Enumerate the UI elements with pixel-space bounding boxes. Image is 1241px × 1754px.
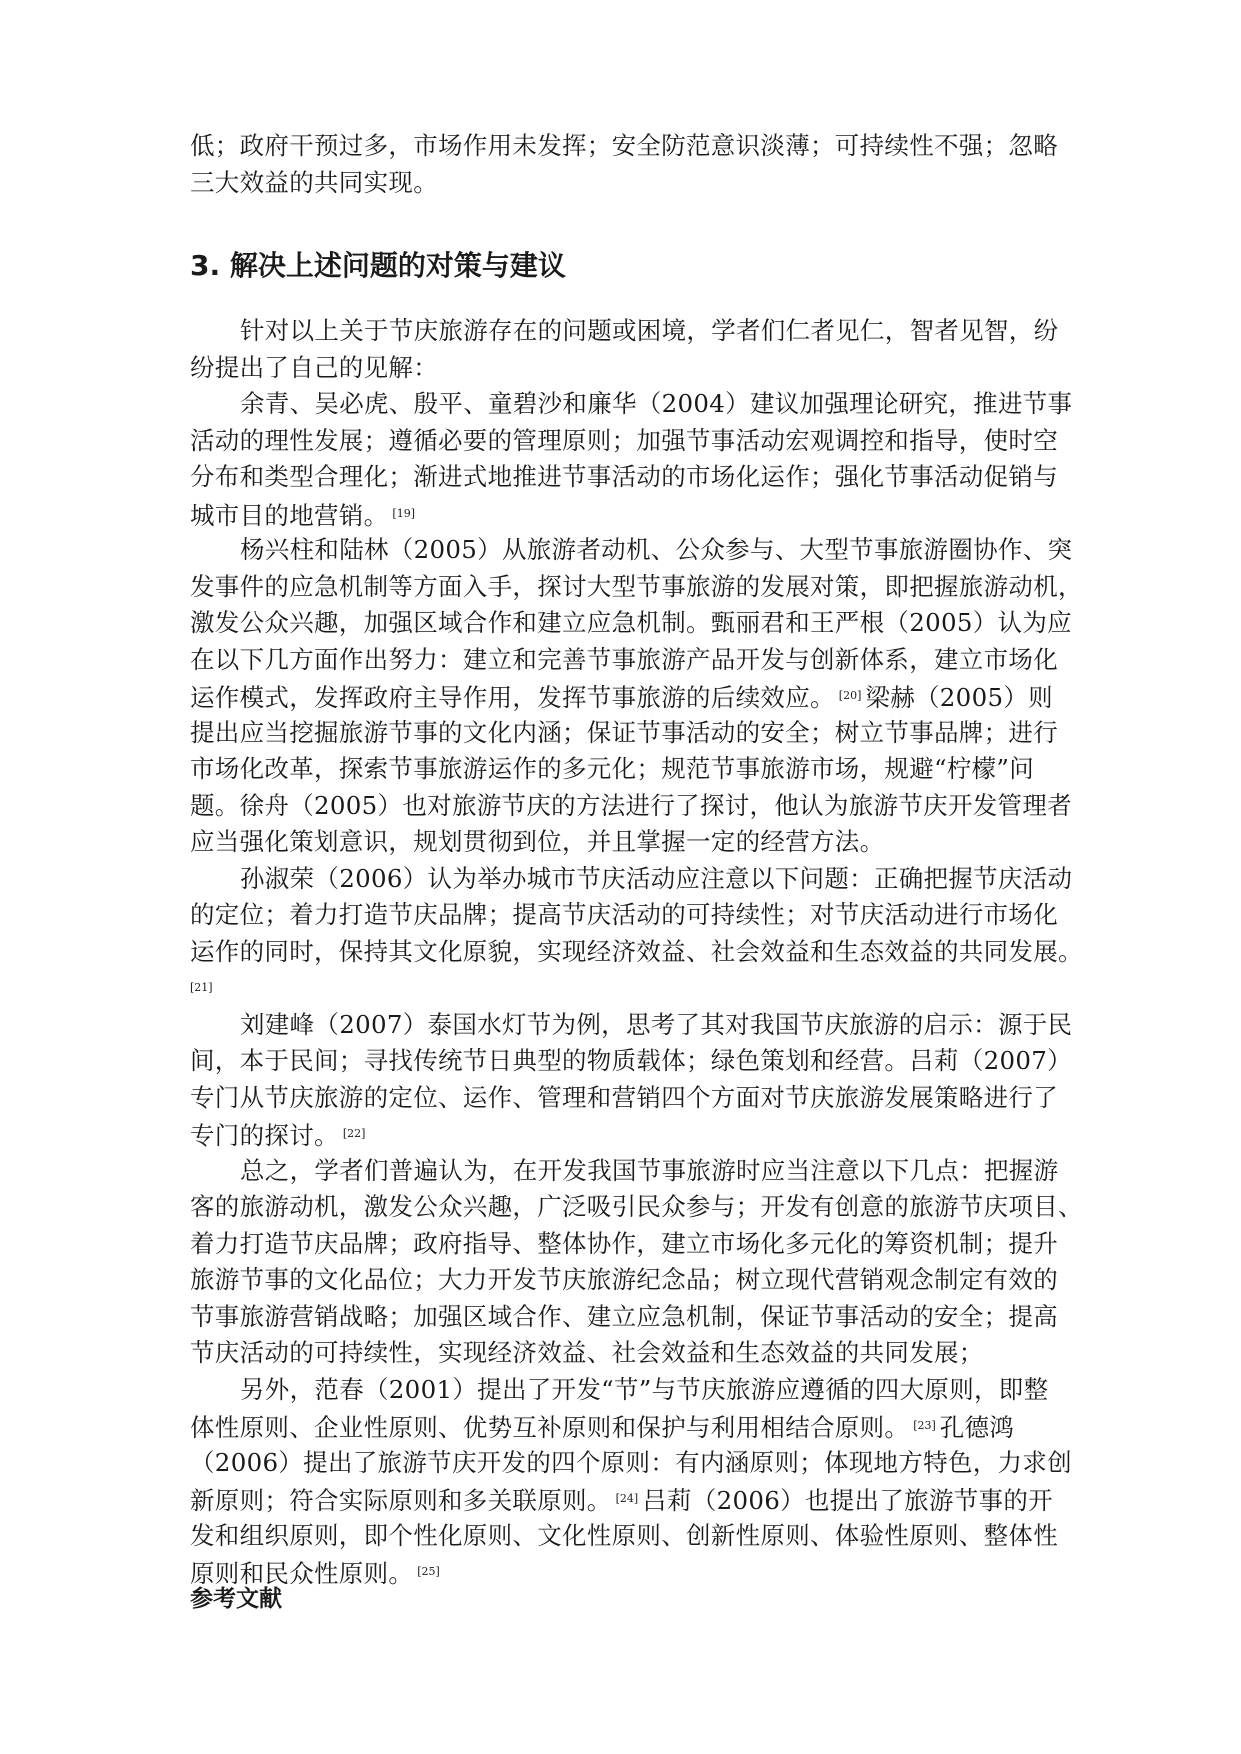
text-line: 三大效益的共同实现。 — [190, 167, 438, 197]
citation-marker: [21] — [190, 981, 213, 994]
citation-marker: [24] — [615, 1492, 639, 1505]
paragraph-line: 刘建峰（2007）泰国水灯节为例，思考了其对我国节庆旅游的启示：源于民 — [240, 1009, 1073, 1039]
paragraph-line: 题。徐舟（2005）也对旅游节庆的方法进行了探讨，他认为旅游节庆开发管理者 — [190, 790, 1072, 820]
paragraph-line: 专门从节庆旅游的定位、运作、管理和营销四个方面对节庆旅游发展策略进行了 — [190, 1082, 1058, 1112]
paragraph-line: 提出应当挖掘旅游节事的文化内涵；保证节事活动的安全；树立节事品牌；进行 — [190, 717, 1058, 747]
line-text: 孔德鸿 — [939, 1413, 1015, 1442]
paragraph-line: 另外，范春（2001）提出了开发“节”与节庆旅游应遵循的四大原则，即整 — [240, 1374, 1049, 1404]
line-text: 原则和民众性原则。 — [190, 1559, 414, 1588]
line-text: 运作模式，发挥政府主导作用，发挥节事旅游的后续效应。 — [190, 683, 835, 712]
paragraph-line — [190, 970, 1070, 1007]
paragraph-line: 客的旅游动机，激发公众兴趣，广泛吸引民众参与；开发有创意的旅游节庆项目、 — [190, 1192, 1083, 1221]
paragraph-line: 间，本于民间；寻找传统节日典型的物质载体；绿色策划和经营。吕莉（2007） — [190, 1046, 1072, 1075]
citation-marker: [23] — [913, 1419, 936, 1432]
paragraph-line: 针对以上关于节庆旅游存在的问题或困境，学者们仁者见仁，智者见智，纷 — [240, 316, 1059, 345]
references-heading: 参考文献 — [190, 1586, 282, 1612]
line-text: 体性原则、企业性原则、优势互补原则和保护与利用相结合原则。 — [190, 1413, 910, 1442]
paragraph-line: 孙淑荣（2006）认为举办城市节庆活动应注意以下问题：正确把握节庆活动 — [240, 863, 1073, 893]
paragraph-line: 运作的同时，保持其文化原貌，实现经济效益、社会效益和生态效益的共同发展。 — [190, 936, 1083, 966]
line-text: 城市目的地营销。 — [190, 500, 389, 530]
paragraph-line — [190, 1481, 1070, 1518]
paragraph-line — [190, 678, 1070, 715]
line-text: 梁赫（2005）则 — [865, 683, 1053, 712]
line-text: 专门的探讨。 — [190, 1121, 339, 1150]
paragraph-line: （2006）提出了旅游节庆开发的四个原则：有内涵原则；体现地方特色，力求创 — [190, 1447, 1072, 1477]
intro-paragraph — [190, 128, 1070, 201]
paragraph-line: 节庆活动的可持续性，实现经济效益、社会效益和生态效益的共同发展； — [190, 1338, 984, 1367]
paragraph-line: 纷提出了自己的见解： — [190, 352, 438, 382]
body-text — [190, 313, 1083, 1591]
line-text: 吕莉（2006）也提出了旅游节事的开 — [642, 1486, 1053, 1515]
citation-marker: [22] — [342, 1127, 366, 1140]
paragraph-line: 市场化改革，探索节事旅游运作的多元化；规范节事旅游市场，规避“柠檬”问 — [190, 754, 1035, 783]
paragraph-line — [190, 1116, 1070, 1153]
paragraph-line: 发和组织原则，即个性化原则、文化性原则、创新性原则、体验性原则、整体性 — [190, 1520, 1058, 1550]
paragraph-line: 发事件的应急机制等方面入手，探讨大型节事旅游的发展对策，即把握旅游动机， — [190, 571, 1083, 601]
paragraph-line: 余青、吴必虎、殷平、童碧沙和廉华（2004）建议加强理论研究，推进节事 — [240, 389, 1073, 418]
paragraph-line: 分布和类型合理化；渐进式地推进节事活动的市场化运作；强化节事活动促销与 — [190, 462, 1058, 491]
paragraph-line — [190, 1554, 1070, 1591]
paragraph-line: 着力打造节庆品牌；政府指导、整体协作，建立市场化多元化的筹资机制；提升 — [190, 1228, 1058, 1258]
text-line: 低；政府干预过多，市场作用未发挥；安全防范意识淡薄；可持续性不强；忽略 — [190, 131, 1058, 160]
paragraph-line — [190, 1408, 1070, 1445]
paragraph-line: 旅游节事的文化品位；大力开发节庆旅游纪念品；树立现代营销观念制定有效的 — [190, 1265, 1058, 1294]
paragraph-line: 总之，学者们普遍认为，在开发我国节事旅游时应当注意以下几点：把握游 — [240, 1155, 1059, 1185]
line-text: 新原则；符合实际原则和多关联原则。 — [190, 1486, 612, 1515]
paragraph-line: 活动的理性发展；遵循必要的管理原则；加强节事活动宏观调控和指导，使时空 — [190, 425, 1058, 455]
paragraph-line — [190, 496, 1070, 533]
paragraph-line: 应当强化策划意识，规划贯彻到位，并且掌握一定的经营方法。 — [190, 827, 885, 856]
citation-marker: [19] — [392, 506, 415, 520]
citation-marker: [20] — [838, 689, 862, 702]
paragraph-line: 激发公众兴趣，加强区域合作和建立应急机制。甄丽君和王严根（2005）认为应 — [190, 608, 1072, 637]
paragraph-line: 节事旅游营销战略；加强区域合作、建立应急机制，保证节事活动的安全；提高 — [190, 1301, 1058, 1331]
citation-marker: [25] — [417, 1565, 440, 1578]
paragraph-line: 在以下几方面作出努力：建立和完善节事旅游产品开发与创新体系，建立市场化 — [190, 644, 1058, 674]
section-heading: 3. 解决上述问题的对策与建议 — [190, 249, 566, 282]
paragraph-line: 杨兴柱和陆林（2005）从旅游者动机、公众参与、大型节事旅游圈协作、突 — [240, 535, 1073, 564]
paragraph-line: 的定位；着力打造节庆品牌；提高节庆活动的可持续性；对节庆活动进行市场化 — [190, 900, 1058, 929]
